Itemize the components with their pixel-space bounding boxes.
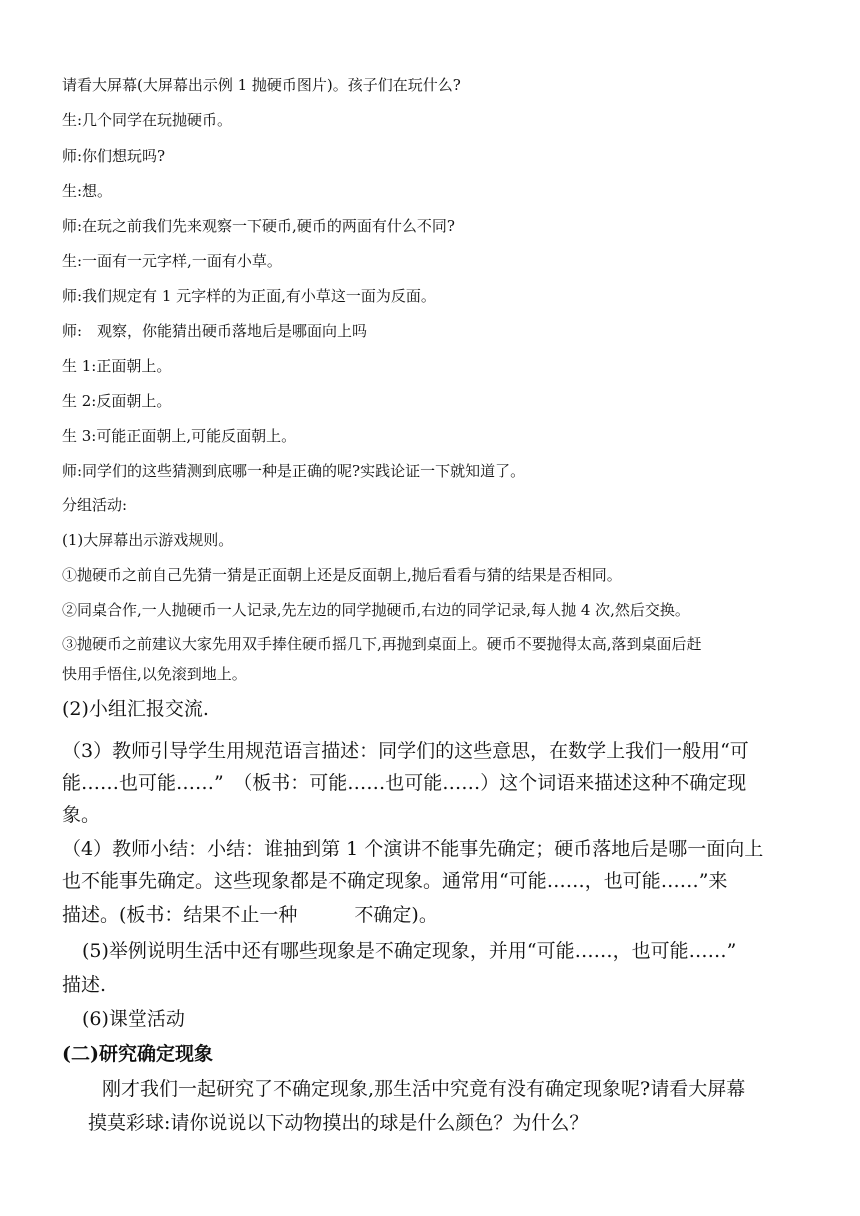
- text-line: 描述。(板书：结果不止一种 不确定)。: [62, 904, 438, 926]
- text-line: ③抛硬币之前建议大家先用双手捧住硬币摇几下,再抛到桌面上。硬币不要抛得太高,落到桌面后赶: [62, 635, 702, 653]
- text-line: 分组活动:: [62, 496, 128, 514]
- section-heading: (二)研究确定现象: [62, 1043, 213, 1065]
- text-line: 刚才我们一起研究了不确定现象,那生活中究竟有没有确定现象呢?请看大屏幕: [102, 1078, 746, 1100]
- text-line: 师:同学们的这些猜测到底哪一种是正确的呢?实践论证一下就知道了。: [62, 462, 526, 480]
- text-line: 师:在玩之前我们先来观察一下硬币,硬币的两面有什么不同?: [62, 217, 455, 235]
- text-line: （3）教师引导学生用规范语言描述：同学们的这些意思，在数学上我们一般用“可: [62, 740, 749, 762]
- text-line: (5)举例说明生活中还有哪些现象是不确定现象，并用“可能……，也可能……”: [82, 940, 737, 962]
- text-line: 描述.: [62, 974, 107, 996]
- text-line: 师:我们规定有 1 元字样的为正面,有小草这一面为反面。: [62, 287, 436, 305]
- text-line: 师:你们想玩吗?: [62, 147, 166, 165]
- text-line: 生:想。: [62, 182, 113, 200]
- text-line: 生 3:可能正面朝上,可能反面朝上。: [62, 427, 297, 445]
- text-line: 生 2:反面朝上。: [62, 392, 172, 410]
- text-line: 摸莫彩球:请你说说以下动物摸出的球是什么颜色？为什么？: [88, 1112, 589, 1134]
- text-line: 生 1:正面朝上。: [62, 357, 172, 375]
- text-line: 象。: [62, 804, 101, 826]
- text-line: (6)课堂活动: [82, 1008, 185, 1030]
- text-line: ②同桌合作,一人抛硬币一人记录,先左边的同学抛硬币,右边的同学记录,每人抛 4 次,然后交换。: [62, 601, 690, 619]
- text-line: 能……也可能……” （板书：可能……也可能……）这个词语来描述这种不确定现: [62, 772, 747, 794]
- text-line: 也不能事先确定。这些现象都是不确定现象。通常用“可能……，也可能……”来: [62, 870, 728, 892]
- text-line: 师: 观察，你能猜出硬币落地后是哪面向上吗: [62, 322, 368, 340]
- text-line: (2)小组汇报交流.: [62, 698, 209, 720]
- text-line: ①抛硬币之前自己先猜一猜是正面朝上还是反面朝上,抛后看看与猜的结果是否相同。: [62, 566, 622, 584]
- text-line: 快用手悟住,以免滚到地上。: [62, 665, 247, 683]
- text-line: 请看大屏幕(大屏幕出示例 1 抛硬币图片)。孩子们在玩什么?: [62, 76, 461, 94]
- text-line: (1)大屏幕出示游戏规则。: [62, 531, 234, 549]
- text-line: 生:几个同学在玩抛硬币。: [62, 111, 233, 129]
- text-line: （4）教师小结：小结：谁抽到第 1 个演讲不能事先确定；硬币落地后是哪一面向上: [62, 838, 764, 860]
- text-line: 生:一面有一元字样,一面有小草。: [62, 252, 282, 270]
